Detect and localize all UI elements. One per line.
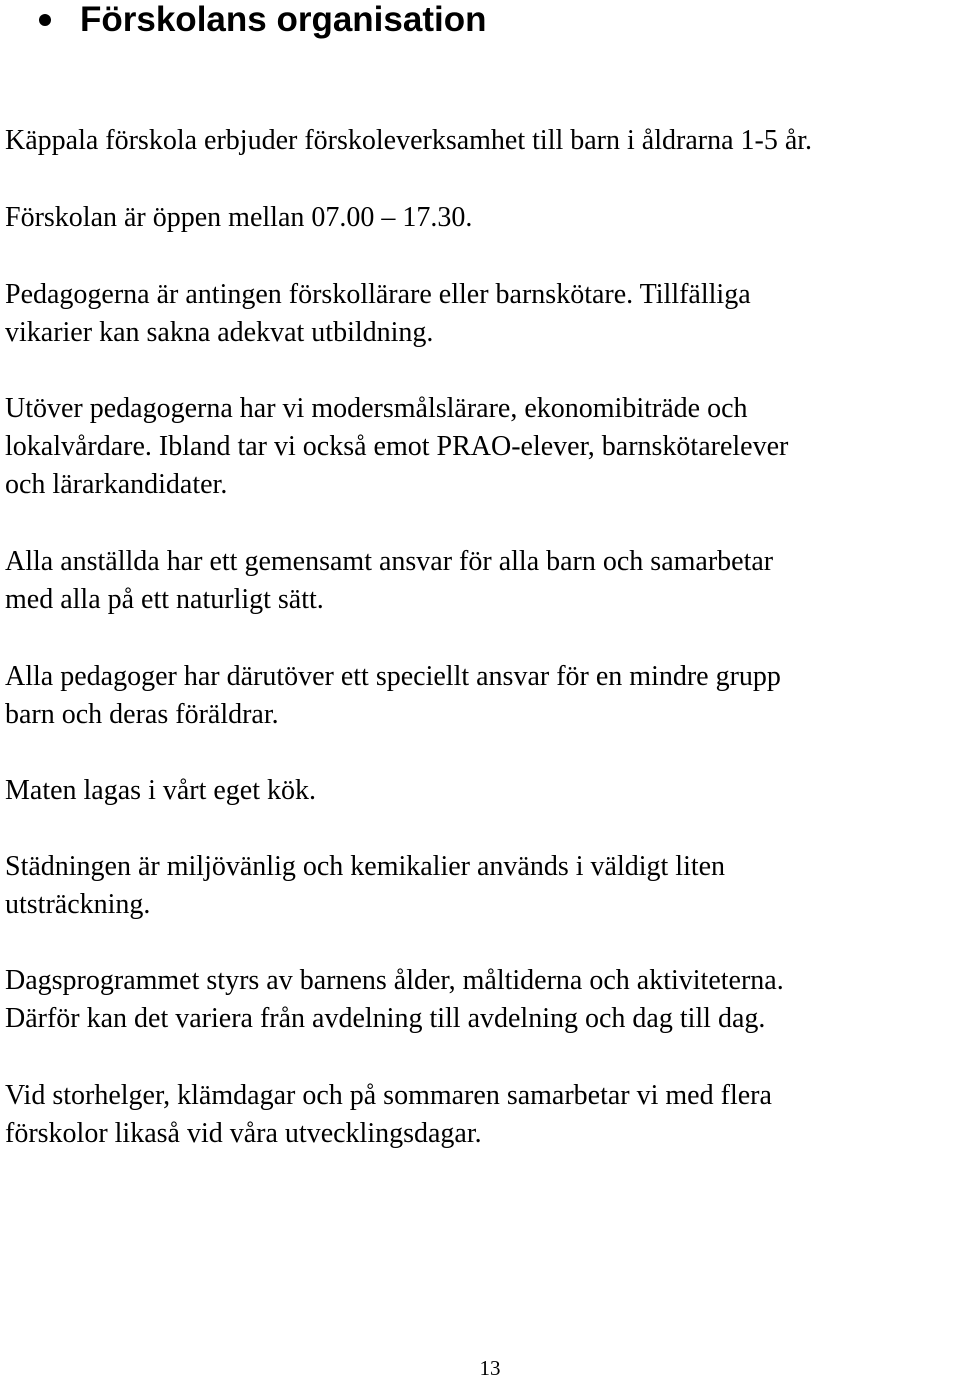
page-number: 13 xyxy=(479,1356,501,1380)
paragraph-line: Alla pedagoger har därutöver ett speciellt ansvar för en mindre grupp xyxy=(5,661,781,692)
paragraph-kitchen xyxy=(5,772,955,810)
paragraph-daily-schedule xyxy=(5,962,955,1038)
paragraph-holidays xyxy=(5,1077,955,1153)
paragraph-opening-hours xyxy=(5,199,955,237)
paragraph-special-responsibility xyxy=(5,658,955,734)
section-heading xyxy=(0,0,486,40)
paragraph-age-range xyxy=(5,122,955,160)
paragraph-line: med alla på ett naturligt sätt. xyxy=(5,584,324,615)
paragraph-line: Pedagogerna är antingen förskollärare eller barnskötare. Tillfälliga xyxy=(5,279,751,310)
paragraph-pedagogues xyxy=(5,276,955,352)
paragraph-staff xyxy=(5,390,955,504)
paragraph-cleaning xyxy=(5,848,955,924)
paragraph-shared-responsibility xyxy=(5,543,955,619)
paragraph-line: lokalvårdare. Ibland tar vi också emot PRAO-elever, barnskötarelever xyxy=(5,431,789,462)
paragraph-line: Alla anställda har ett gemensamt ansvar för alla barn och samarbetar xyxy=(5,546,774,577)
bullet-icon xyxy=(39,14,51,26)
paragraph-line: Käppala förskola erbjuder förskoleverksamhet till barn i åldrarna 1-5 år. xyxy=(5,125,813,156)
paragraph-line: och lärarkandidater. xyxy=(5,469,228,500)
section-heading-text: Förskolans organisation xyxy=(80,0,487,39)
paragraph-line: Städningen är miljövänlig och kemikalier används i väldigt liten xyxy=(5,851,726,882)
paragraph-line: Dagsprogrammet styrs av barnens ålder, måltiderna och aktiviteterna. xyxy=(5,965,784,996)
paragraph-line: utsträckning. xyxy=(5,889,151,920)
paragraph-line: Därför kan det variera från avdelning till avdelning och dag till dag. xyxy=(5,1003,766,1034)
paragraph-line: Vid storhelger, klämdagar och på sommaren samarbetar vi med flera xyxy=(5,1080,772,1111)
paragraph-line: Förskolan är öppen mellan 07.00 – 17.30. xyxy=(5,202,473,233)
paragraph-line: barn och deras föräldrar. xyxy=(5,699,279,730)
paragraph-line: Maten lagas i vårt eget kök. xyxy=(5,775,317,806)
paragraph-line: Utöver pedagogerna har vi modersmålslärare, ekonomibiträde och xyxy=(5,393,748,424)
paragraph-line: vikarier kan sakna adekvat utbildning. xyxy=(5,317,434,348)
paragraph-line: förskolor likaså vid våra utvecklingsdagar. xyxy=(5,1118,482,1149)
